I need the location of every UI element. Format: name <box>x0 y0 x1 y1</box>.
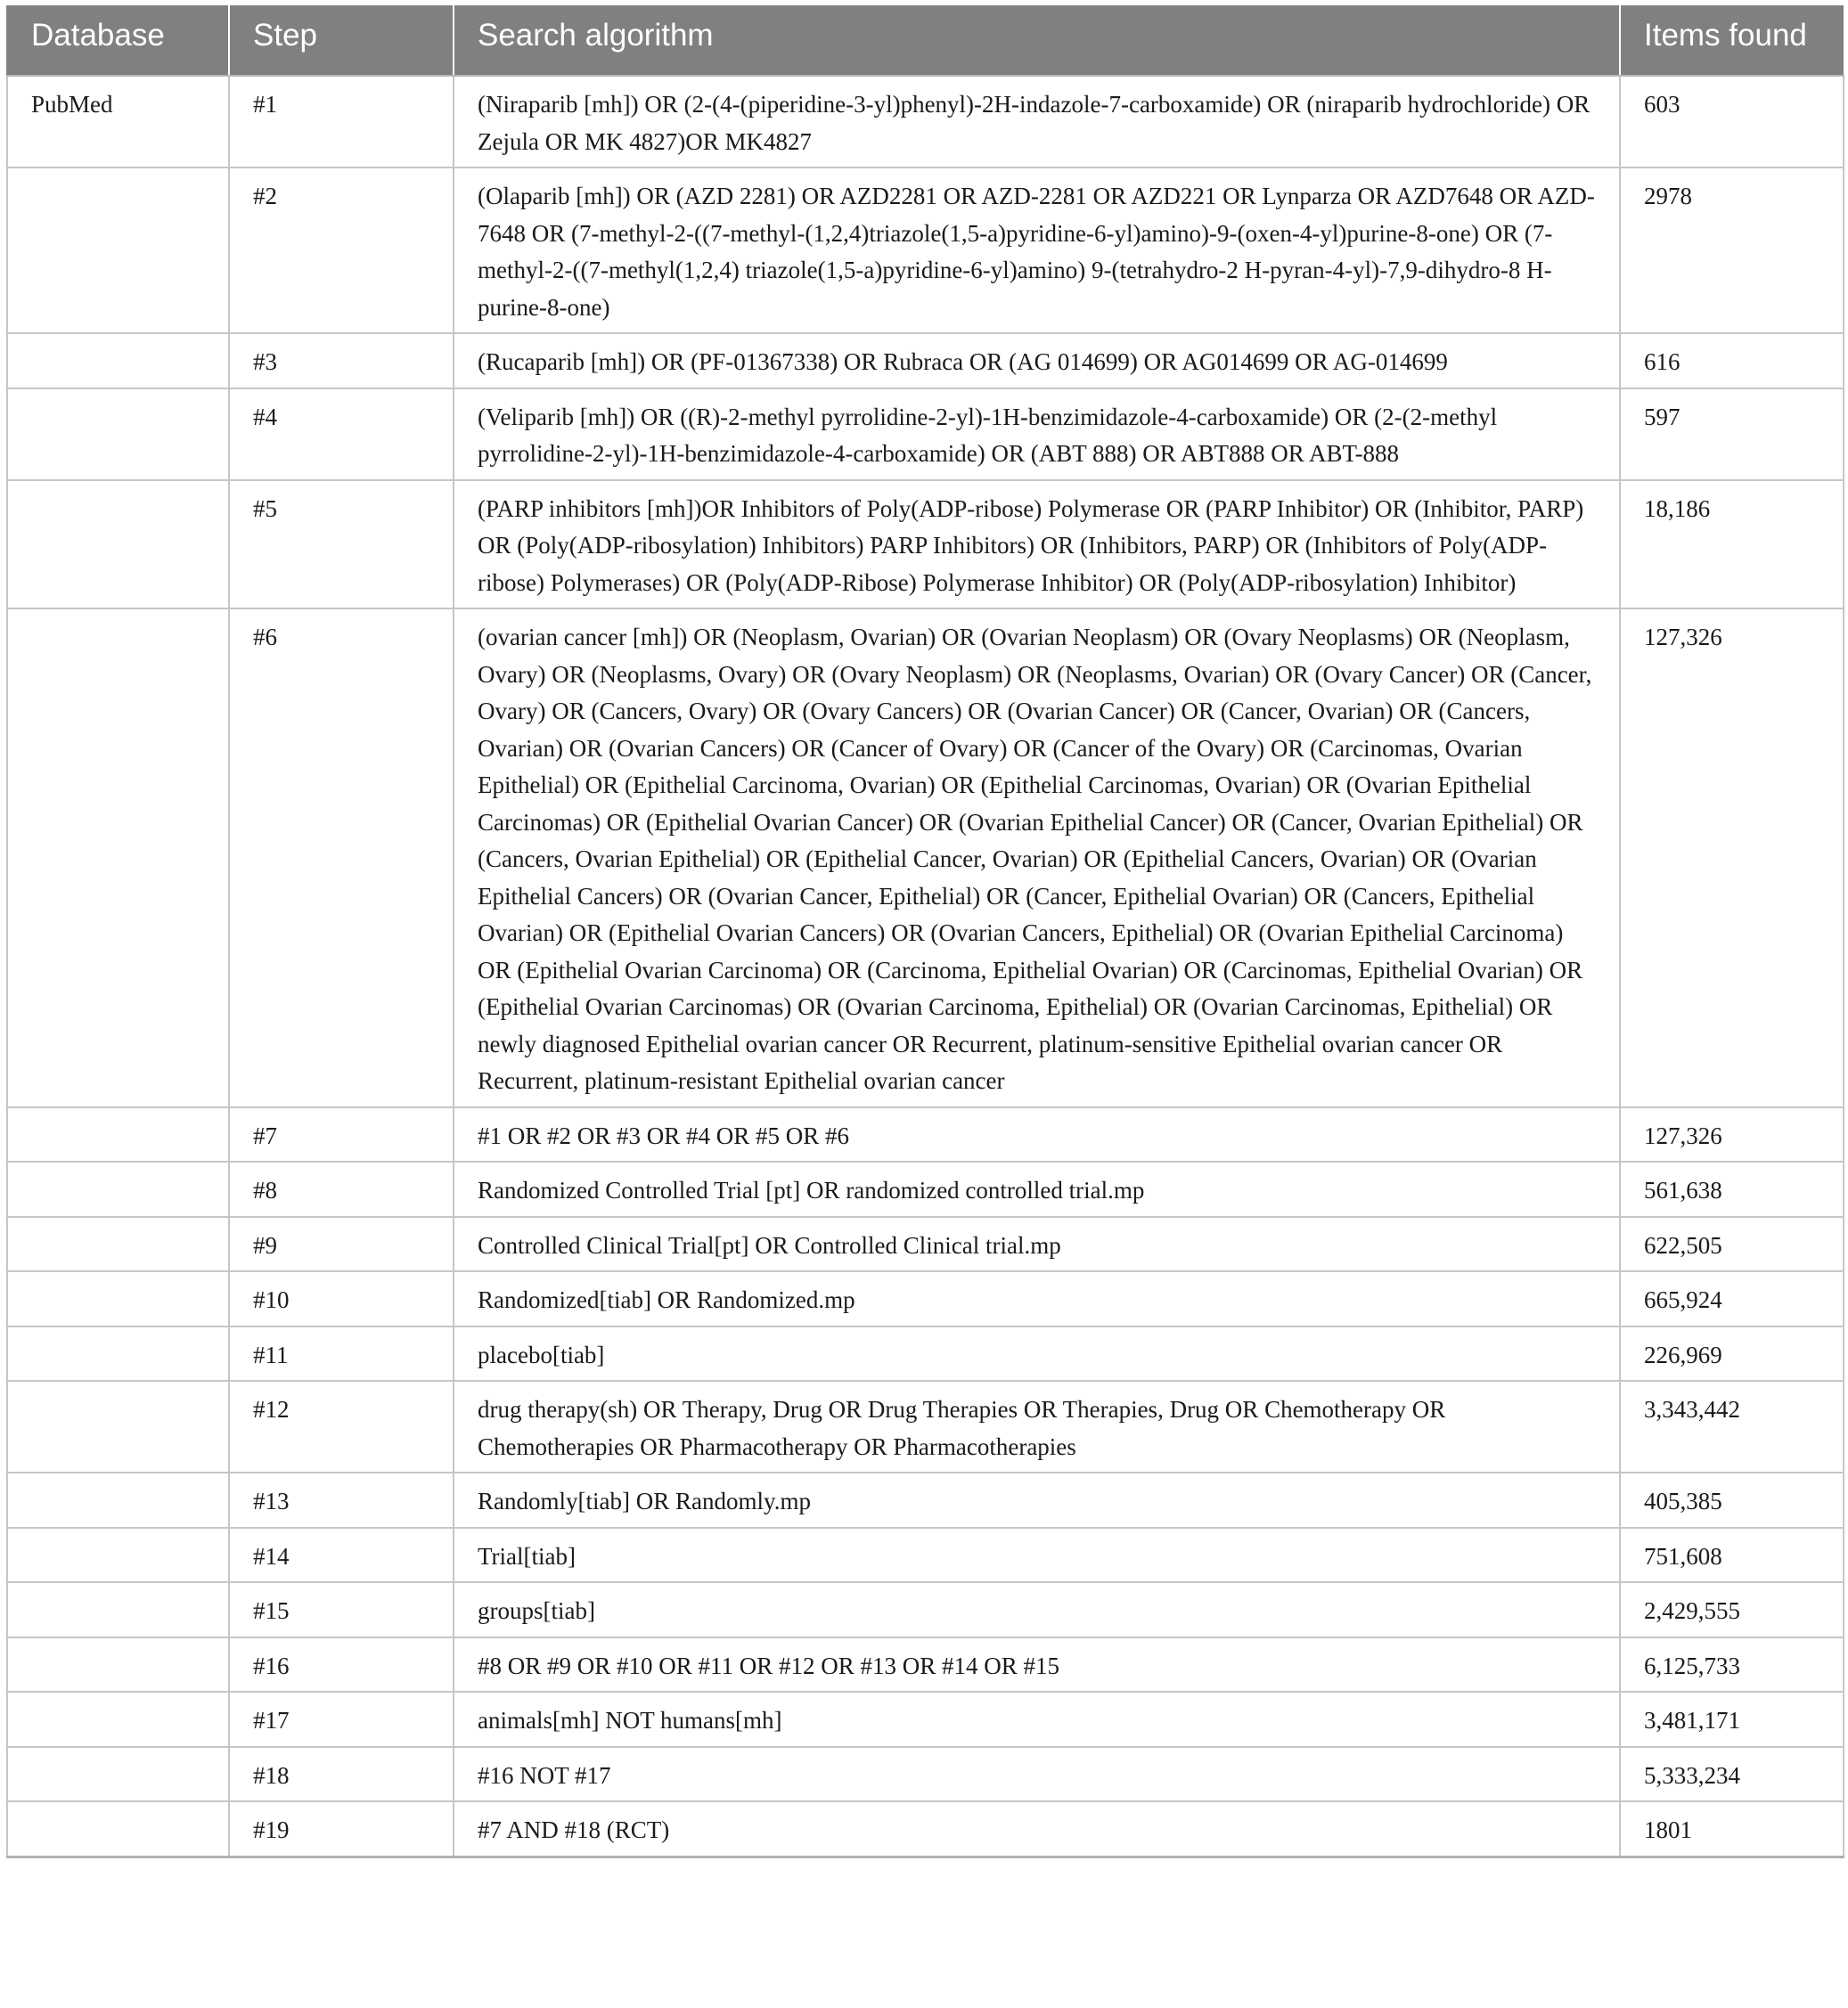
cell-database: PubMed <box>7 76 229 167</box>
cell-items-found: 3,481,171 <box>1620 1692 1844 1747</box>
cell-items-found: 622,505 <box>1620 1217 1844 1272</box>
cell-search-algorithm: Trial[tiab] <box>454 1528 1620 1583</box>
cell-step: #17 <box>229 1692 454 1747</box>
header-items-found: Items found <box>1620 5 1844 76</box>
table-row <box>7 1473 1844 1528</box>
cell-database <box>7 167 229 333</box>
table-row <box>7 1162 1844 1217</box>
cell-items-found: 1801 <box>1620 1801 1844 1857</box>
cell-step: #5 <box>229 480 454 609</box>
cell-database <box>7 1747 229 1802</box>
cell-database <box>7 1326 229 1382</box>
cell-database <box>7 1381 229 1473</box>
cell-items-found: 6,125,733 <box>1620 1637 1844 1693</box>
table-row <box>7 1801 1844 1857</box>
cell-search-algorithm: Controlled Clinical Trial[pt] OR Controlled Clinical trial.mp <box>454 1217 1620 1272</box>
cell-items-found: 616 <box>1620 333 1844 388</box>
table-row <box>7 333 1844 388</box>
cell-items-found: 603 <box>1620 76 1844 167</box>
cell-step: #1 <box>229 76 454 167</box>
cell-database <box>7 388 229 480</box>
cell-items-found: 2978 <box>1620 167 1844 333</box>
table-row <box>7 167 1844 333</box>
table-row <box>7 76 1844 167</box>
cell-database <box>7 1217 229 1272</box>
cell-search-algorithm: #16 NOT #17 <box>454 1747 1620 1802</box>
table-header <box>7 5 1844 76</box>
cell-items-found: 561,638 <box>1620 1162 1844 1217</box>
cell-step: #3 <box>229 333 454 388</box>
cell-search-algorithm: #7 AND #18 (RCT) <box>454 1801 1620 1857</box>
cell-step: #19 <box>229 1801 454 1857</box>
cell-database <box>7 608 229 1107</box>
cell-database <box>7 1107 229 1163</box>
table-row <box>7 1271 1844 1326</box>
cell-items-found: 127,326 <box>1620 608 1844 1107</box>
cell-search-algorithm: drug therapy(sh) OR Therapy, Drug OR Drug Therapies OR Therapies, Drug OR Chemotherapy OR Chemotherapies OR Pharmacotherapy OR Pharmacotherapies <box>454 1381 1620 1473</box>
cell-database <box>7 1473 229 1528</box>
cell-search-algorithm: (Olaparib [mh]) OR (AZD 2281) OR AZD2281 OR AZD-2281 OR AZD221 OR Lynparza OR AZD7648 OR AZD-7648 OR (7-methyl-2-((7-methyl-(1,2,4)triazole(1,5-a)pyridine-6-yl)amino)-9-(oxen-4-yl)purine-8-one) OR (7-methyl-2-((7-methyl(1,2,4) triazole(1,5-a)pyridine-6-yl)amino) 9-(tetrahydro-2 H-pyran-4-yl)-7,9-dihydro-8 H-purine-8-one) <box>454 167 1620 333</box>
header-row <box>7 5 1844 76</box>
cell-search-algorithm: animals[mh] NOT humans[mh] <box>454 1692 1620 1747</box>
table-body <box>7 76 1844 1857</box>
cell-search-algorithm: (Rucaparib [mh]) OR (PF-01367338) OR Rubraca OR (AG 014699) OR AG014699 OR AG-014699 <box>454 333 1620 388</box>
cell-items-found: 18,186 <box>1620 480 1844 609</box>
table-row <box>7 1381 1844 1473</box>
cell-search-algorithm: placebo[tiab] <box>454 1326 1620 1382</box>
table-row <box>7 1692 1844 1747</box>
cell-items-found: 597 <box>1620 388 1844 480</box>
cell-items-found: 226,969 <box>1620 1326 1844 1382</box>
cell-search-algorithm: (ovarian cancer [mh]) OR (Neoplasm, Ovarian) OR (Ovarian Neoplasm) OR (Ovary Neoplasms) OR (Neoplasm, Ovary) OR (Neoplasms, Ovary) OR (Ovary Neoplasm) OR (Neoplasms, Ovarian) OR (Ovary Cancer) OR (Cancer, Ovary) OR (Cancers, Ovary) OR (Ovary Cancers) OR (Ovarian Cancer) OR (Cancer, Ovarian) OR (Cancers, Ovarian) OR (Ovarian Cancers) OR (Cancer of Ovary) OR (Cancer of the Ovary) OR (Carcinomas, Ovarian Epithelial) OR (Epithelial Carcinoma, Ovarian) OR (Epithelial Carcinomas, Ovarian) OR (Ovarian Epithelial Carcinomas) OR (Epithelial Ovarian Cancer) OR (Ovarian Epithelial Cancer) OR (Cancer, Ovarian Epithelial) OR (Cancers, Ovarian Epithelial) OR (Epithelial Cancer, Ovarian) OR (Epithelial Cancers, Ovarian) OR (Ovarian Epithelial Cancers) OR (Ovarian Cancer, Epithelial) OR (Cancer, Epithelial Ovarian) OR (Cancers, Epithelial Ovarian) OR (Epithelial Ovarian Cancers) OR (Ovarian Cancers, Epithelial) OR (Ovarian Epithelial Carcinoma) OR (Epithelial Ovarian Carcinoma) OR (Carcinoma, Epithelial Ovarian) OR (Carcinomas, Epithelial Ovarian) OR (Epithelial Ovarian Carcinomas) OR (Ovarian Carcinoma, Epithelial) OR (Ovarian Carcinomas, Epithelial) OR newly diagnosed Epithelial ovarian cancer OR Recurrent, platinum-sensitive Epithelial ovarian cancer OR Recurrent, platinum-resistant Epithelial ovarian cancer <box>454 608 1620 1107</box>
table-row <box>7 480 1844 609</box>
cell-search-algorithm: #1 OR #2 OR #3 OR #4 OR #5 OR #6 <box>454 1107 1620 1163</box>
cell-search-algorithm: (Veliparib [mh]) OR ((R)-2-methyl pyrrolidine-2-yl)-1H-benzimidazole-4-carboxamide) OR (2-(2-methyl pyrrolidine-2-yl)-1H-benzimidazole-4-carboxamide) OR (ABT 888) OR ABT888 OR ABT-888 <box>454 388 1620 480</box>
header-database: Database <box>7 5 229 76</box>
cell-step: #10 <box>229 1271 454 1326</box>
cell-search-algorithm: Randomly[tiab] OR Randomly.mp <box>454 1473 1620 1528</box>
cell-step: #11 <box>229 1326 454 1382</box>
cell-search-algorithm: (Niraparib [mh]) OR (2-(4-(piperidine-3-yl)phenyl)-2H-indazole-7-carboxamide) OR (niraparib hydrochloride) OR Zejula OR MK 4827)OR MK4827 <box>454 76 1620 167</box>
cell-items-found: 127,326 <box>1620 1107 1844 1163</box>
cell-items-found: 405,385 <box>1620 1473 1844 1528</box>
cell-step: #2 <box>229 167 454 333</box>
header-search-algorithm: Search algorithm <box>454 5 1620 76</box>
cell-search-algorithm: Randomized[tiab] OR Randomized.mp <box>454 1271 1620 1326</box>
cell-search-algorithm: (PARP inhibitors [mh])OR Inhibitors of Poly(ADP-ribose) Polymerase OR (PARP Inhibitor) OR (Inhibitor, PARP) OR (Poly(ADP-ribosylation) Inhibitors) PARP Inhibitors) OR (Inhibitors, PARP) OR (Inhibitors of Poly(ADP-ribose) Polymerases) OR (Poly(ADP-Ribose) Polymerase Inhibitor) OR (Poly(ADP-ribosylation) Inhibitor) <box>454 480 1620 609</box>
table-row <box>7 1637 1844 1693</box>
cell-database <box>7 1271 229 1326</box>
cell-step: #15 <box>229 1582 454 1637</box>
cell-step: #13 <box>229 1473 454 1528</box>
cell-database <box>7 333 229 388</box>
table-row <box>7 1326 1844 1382</box>
cell-database <box>7 1801 229 1857</box>
cell-step: #6 <box>229 608 454 1107</box>
cell-items-found: 751,608 <box>1620 1528 1844 1583</box>
cell-items-found: 665,924 <box>1620 1271 1844 1326</box>
table-row <box>7 1528 1844 1583</box>
cell-step: #18 <box>229 1747 454 1802</box>
cell-step: #9 <box>229 1217 454 1272</box>
cell-database <box>7 1528 229 1583</box>
search-strategy-table <box>6 5 1844 1858</box>
table-row <box>7 1107 1844 1163</box>
cell-database <box>7 1637 229 1693</box>
table-row <box>7 388 1844 480</box>
header-step: Step <box>229 5 454 76</box>
cell-step: #8 <box>229 1162 454 1217</box>
table-row <box>7 1582 1844 1637</box>
cell-database <box>7 480 229 609</box>
cell-items-found: 3,343,442 <box>1620 1381 1844 1473</box>
cell-items-found: 2,429,555 <box>1620 1582 1844 1637</box>
cell-database <box>7 1692 229 1747</box>
cell-items-found: 5,333,234 <box>1620 1747 1844 1802</box>
table-row <box>7 1747 1844 1802</box>
cell-step: #4 <box>229 388 454 480</box>
cell-step: #16 <box>229 1637 454 1693</box>
cell-search-algorithm: #8 OR #9 OR #10 OR #11 OR #12 OR #13 OR #14 OR #15 <box>454 1637 1620 1693</box>
cell-step: #12 <box>229 1381 454 1473</box>
table-row <box>7 1217 1844 1272</box>
table-row <box>7 608 1844 1107</box>
cell-step: #14 <box>229 1528 454 1583</box>
cell-database <box>7 1162 229 1217</box>
cell-step: #7 <box>229 1107 454 1163</box>
cell-search-algorithm: Randomized Controlled Trial [pt] OR randomized controlled trial.mp <box>454 1162 1620 1217</box>
cell-search-algorithm: groups[tiab] <box>454 1582 1620 1637</box>
cell-database <box>7 1582 229 1637</box>
